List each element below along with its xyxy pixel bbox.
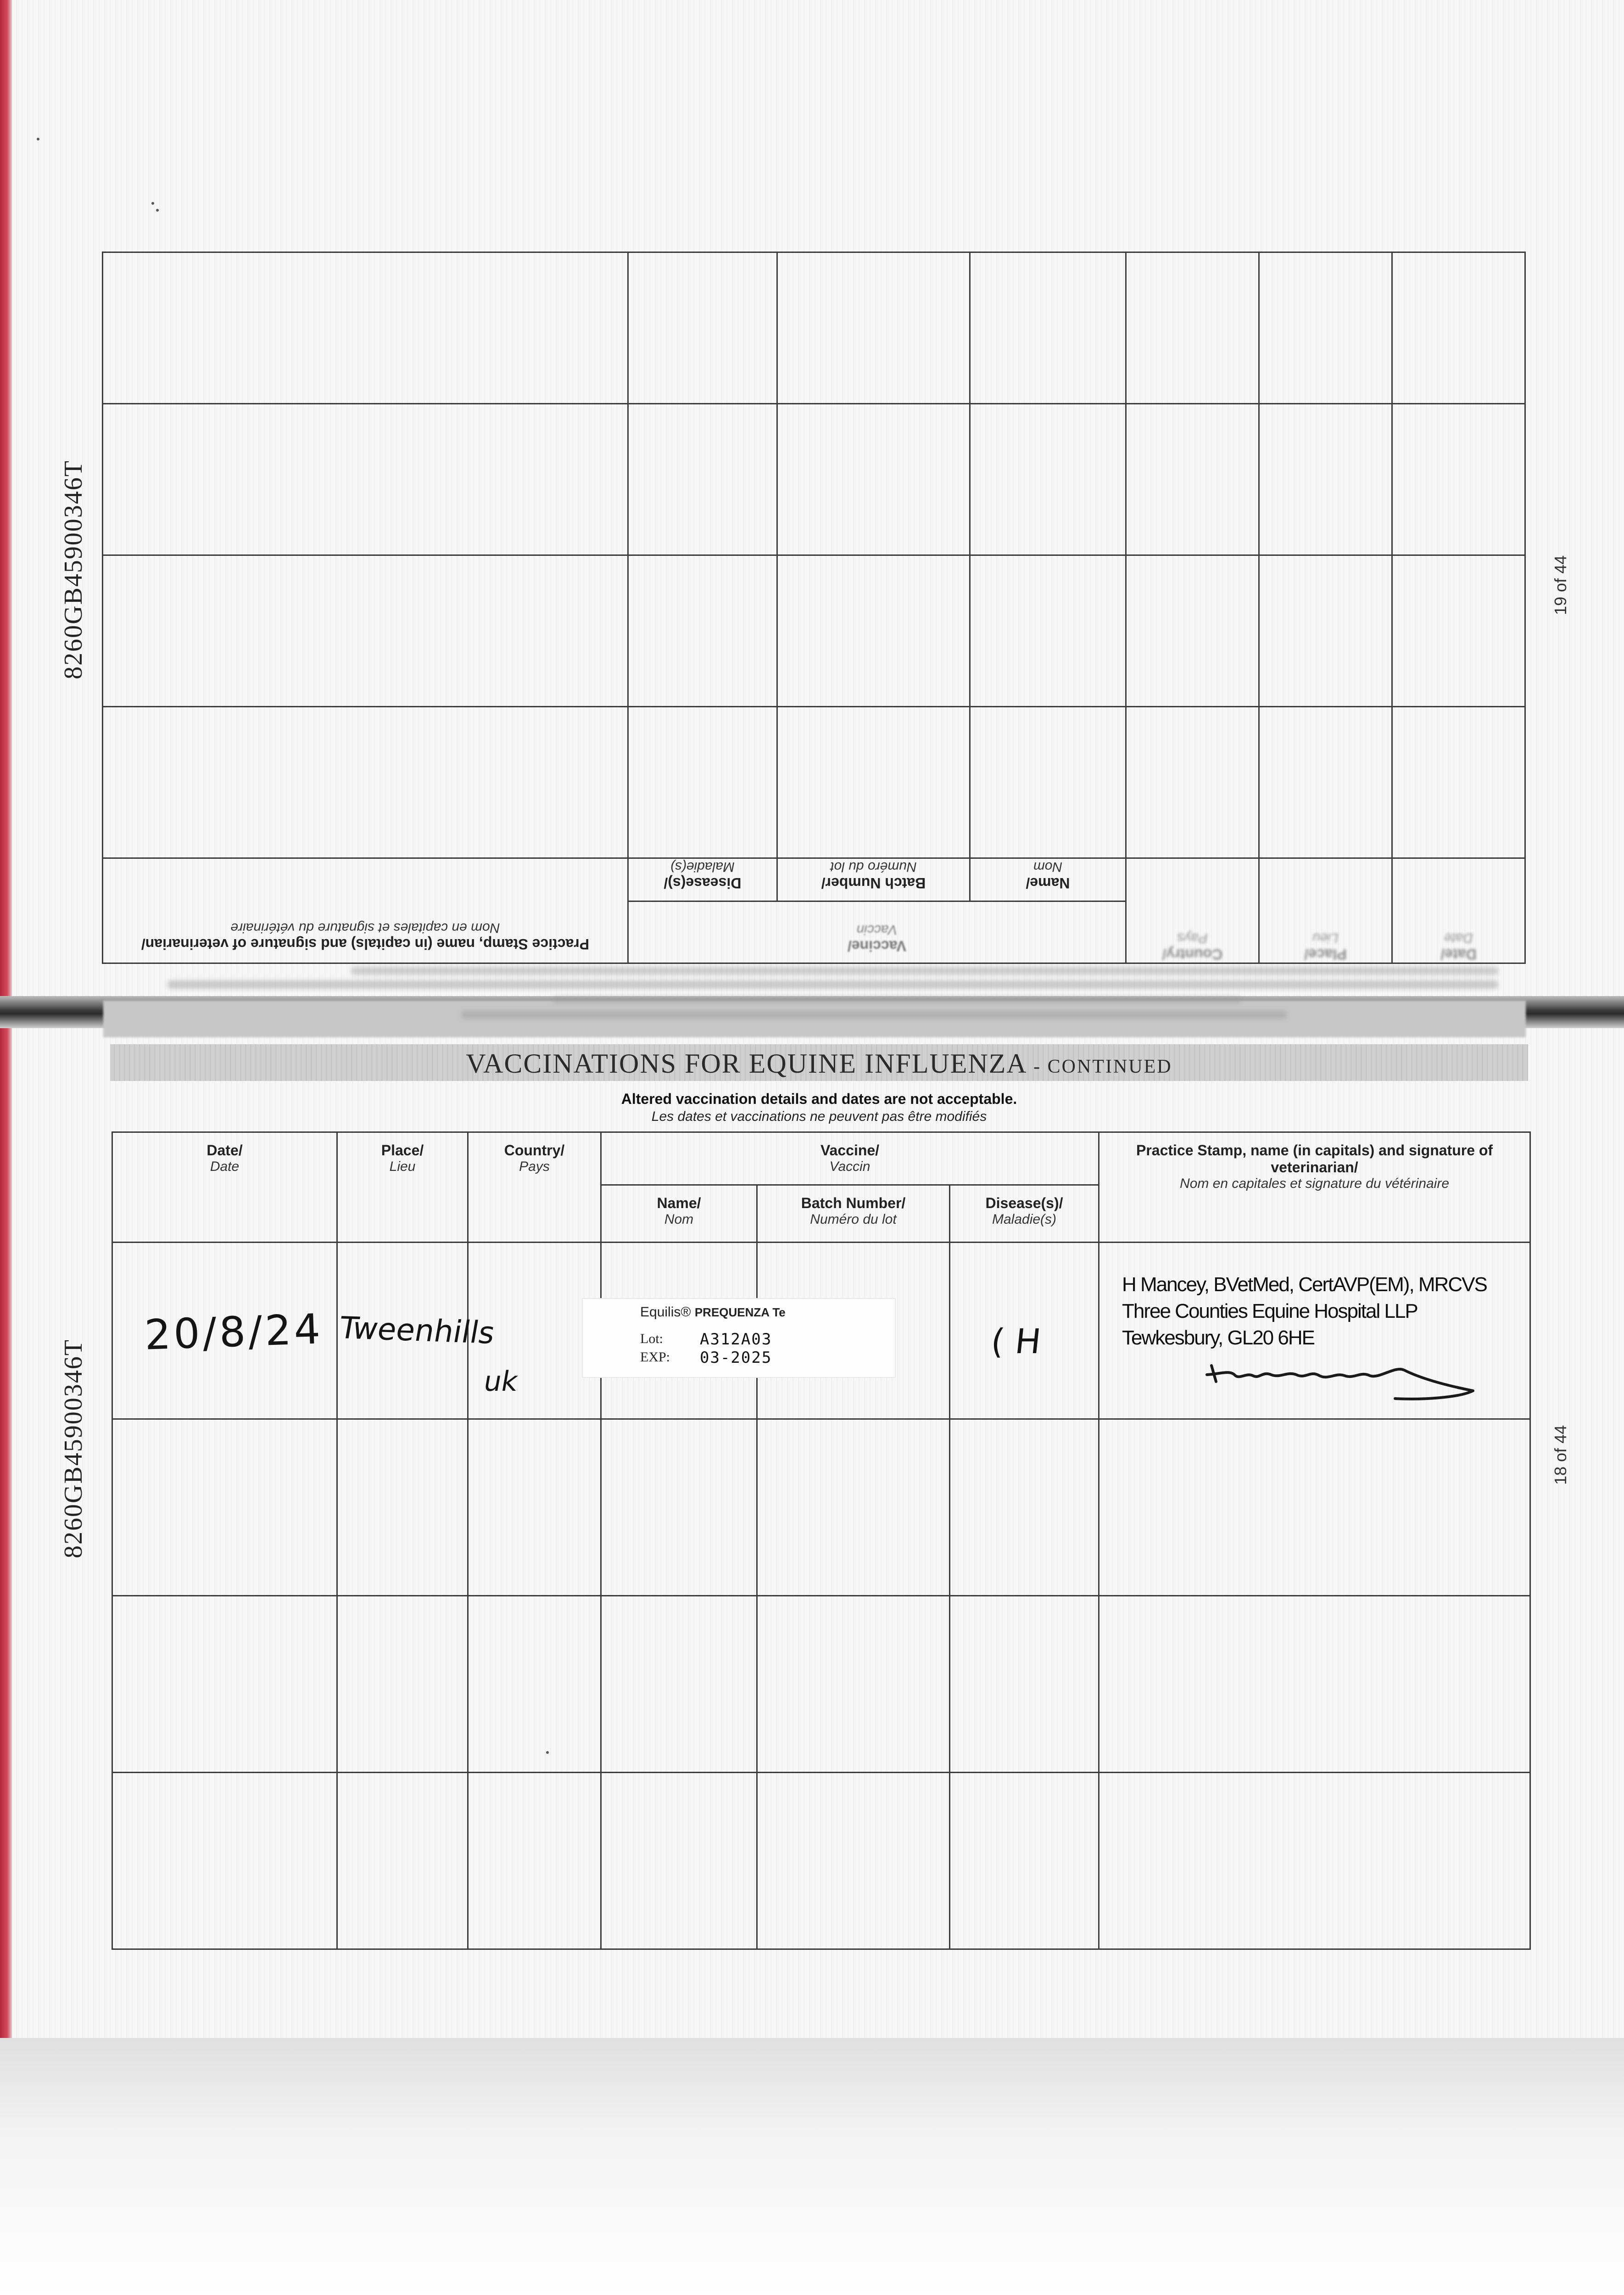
practice-name: Three Counties Equine Hospital LLP <box>1122 1300 1418 1322</box>
page-title: VACCINATIONS FOR EQUINE INFLUENZA - CONTINUED <box>466 1048 1172 1079</box>
stamp-column-header: Practice Stamp, name (in capitals) and signature of veterinarian/ Nom en capitales et signature du vétérinaire <box>1099 1132 1530 1243</box>
practice-stamp <box>1122 1271 1526 1351</box>
page-number-top: 19 of 44 <box>1551 555 1570 615</box>
vet-name: H Mancey, BVetMed, CertAVP(EM), MRCVS <box>1122 1273 1487 1296</box>
vet-signature <box>1202 1347 1487 1416</box>
table-row <box>112 1419 1530 1596</box>
passport-id-top: 8260GB45900346T <box>59 460 88 679</box>
scan-speck <box>546 1751 549 1754</box>
disease-column-header: Disease(s)/ Maladie(s) <box>950 1185 1099 1243</box>
scan-bottom-shadow <box>0 2038 1624 2295</box>
scan-speck <box>156 209 159 212</box>
flipped-vaccination-table <box>102 252 1526 964</box>
handwritten-disease: ( H <box>989 1322 1043 1361</box>
flipped-disease-header: Disease(s)/ Maladie(s) <box>628 858 777 901</box>
sticker-brand: Equilis® PREQUENZA Te <box>640 1304 786 1320</box>
batch-column-header: Batch Number/ Numéro du lot <box>757 1185 950 1243</box>
scan-speck <box>37 138 39 140</box>
handwritten-date: 20/8/24 <box>144 1305 324 1360</box>
sticker-lot-label: Lot: <box>640 1331 663 1346</box>
vaccine-column-header: Vaccine/ Vaccin <box>601 1132 1099 1185</box>
vaccine-batch-sticker <box>583 1299 895 1377</box>
blurred-text-line <box>461 1011 1287 1019</box>
vaccination-table <box>112 1131 1531 1950</box>
flipped-stamp-header: Practice Stamp, name (in capitals) and signature of veterinarian/ Nom en capitales et signature du vétérinaire <box>102 858 628 963</box>
flipped-vaccine-header: Vaccine/ Vaccin <box>628 901 1126 963</box>
sticker-exp-date: 03-2025 <box>700 1349 772 1367</box>
sticker-exp-label: EXP: <box>640 1349 670 1365</box>
handwritten-country: uk <box>481 1366 520 1398</box>
blurred-text-line <box>351 967 1498 975</box>
blurred-text-line <box>553 996 1241 1004</box>
flipped-place-header: Place/ Lieu <box>1259 858 1392 963</box>
passport-cover-edge <box>0 0 12 2056</box>
page-number-bottom: 18 of 44 <box>1551 1425 1570 1485</box>
table-row <box>112 1596 1530 1773</box>
date-column-header: Date/ Date <box>112 1132 337 1243</box>
scan-speck <box>151 202 154 205</box>
table-row <box>112 1773 1530 1949</box>
warning-french: Les dates et vaccinations ne peuvent pas être modifiés <box>651 1109 987 1124</box>
country-column-header: Country/ Pays <box>468 1132 601 1243</box>
flipped-batch-header: Batch Number/ Numéro du lot <box>777 858 970 901</box>
flipped-name-header: Name/ Nom <box>970 858 1126 901</box>
flipped-date-header: Date/ Date <box>1392 858 1525 963</box>
handwritten-place: Tweenhills <box>336 1310 498 1351</box>
blurred-text-line <box>167 980 1498 989</box>
sticker-lot-number: A312A03 <box>700 1330 772 1349</box>
passport-id-bottom: 8260GB45900346T <box>59 1339 88 1558</box>
practice-address: Tewkesbury, GL20 6HE <box>1122 1327 1314 1349</box>
name-column-header: Name/ Nom <box>601 1185 757 1243</box>
upside-down-vaccination-page <box>103 69 1526 968</box>
flipped-country-header: Country/ Pays <box>1126 858 1259 963</box>
blurred-title-band <box>103 1001 1526 1037</box>
place-column-header: Place/ Lieu <box>337 1132 468 1243</box>
warning-english: Altered vaccination details and dates are not acceptable. <box>621 1091 1017 1107</box>
